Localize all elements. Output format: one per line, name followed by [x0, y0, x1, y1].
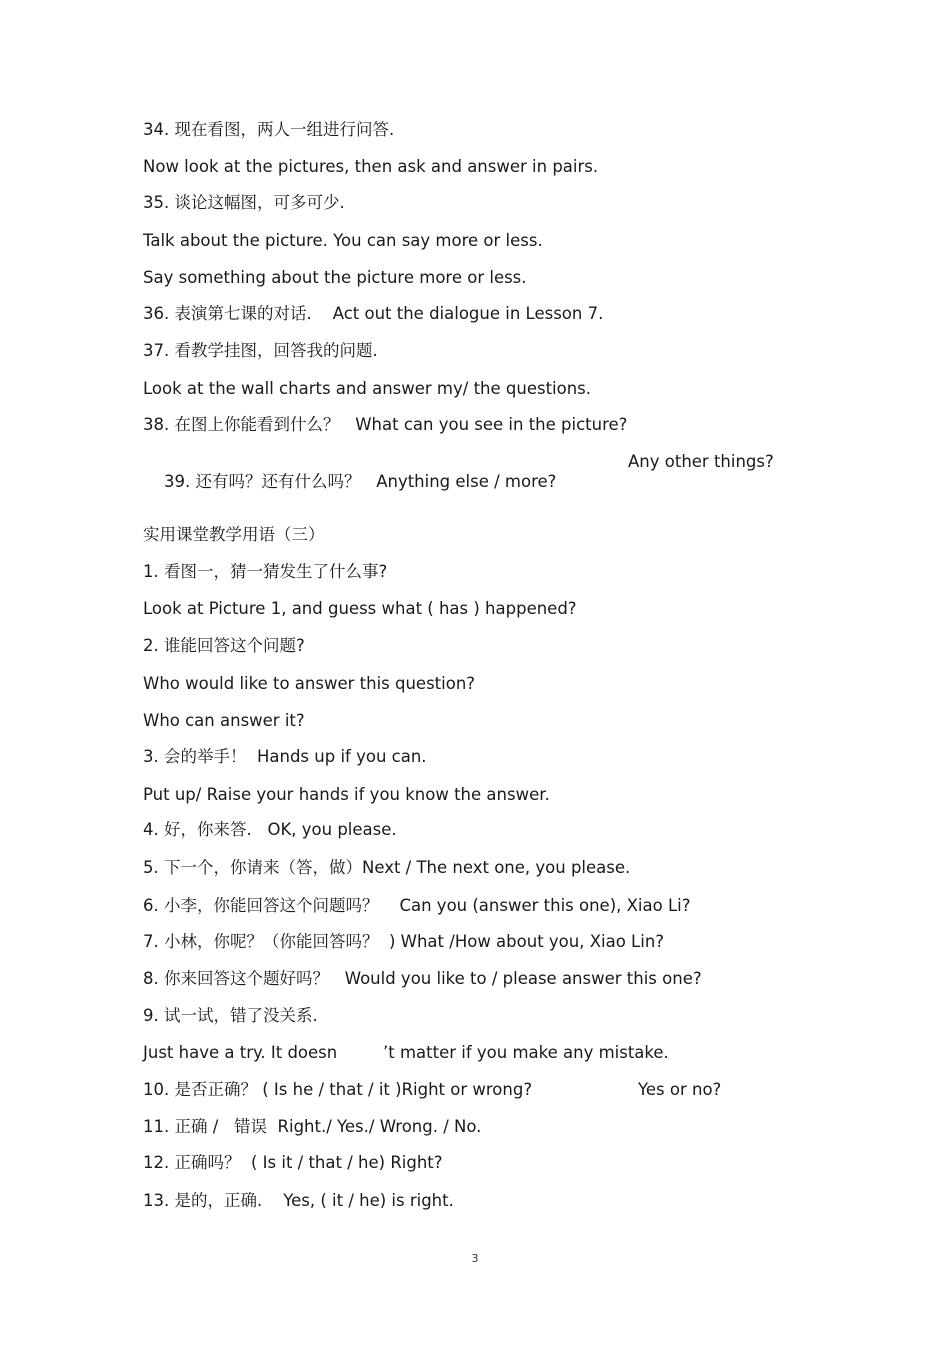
text-line: [143, 452, 556, 512]
section-heading: 实用课堂教学用语（三）: [143, 525, 325, 544]
text-line: 13. 是的，正确. Yes, ( it / he) is right.: [143, 1191, 454, 1210]
text-line: Talk about the picture. You can say more or less.: [143, 231, 543, 250]
text-line: Put up/ Raise your hands if you know the answer.: [143, 785, 550, 804]
text-line: 6. 小李，你能回答这个问题吗？ Can you (answer this one), Xiao Li?: [143, 896, 691, 915]
text-line: Just have a try. It doesn: [143, 1043, 338, 1062]
text-line: 7. 小林，你呢？（你能回答吗？ ) What /How about you, Xiao Lin?: [143, 932, 665, 951]
text-line: 1. 看图一，猜一猜发生了什么事?: [143, 562, 388, 581]
text-line: Look at the wall charts and answer my/ the questions.: [143, 379, 592, 398]
text-line: Who can answer it?: [143, 711, 305, 730]
text-line: Who would like to answer this question?: [143, 674, 476, 693]
text-line: 37. 看教学挂图，回答我的问题.: [143, 341, 378, 360]
text-line: 10. 是否正确？ ( Is he / that / it )Right or wrong?: [143, 1080, 533, 1099]
text-line: Now look at the pictures, then ask and answer in pairs.: [143, 157, 599, 176]
line-start: 39. 还有吗？还有什么吗？ Anything else / more?: [163, 472, 557, 491]
text-line: 35. 谈论这幅图，可多可少.: [143, 193, 345, 212]
line-tail: ’t matter if you make any mistake.: [383, 1043, 669, 1062]
text-line: 9. 试一试，错了没关系.: [143, 1006, 318, 1025]
text-line: 34. 现在看图，两人一组进行问答.: [143, 120, 395, 139]
text-line: 38. 在图上你能看到什么？ What can you see in the picture?: [143, 415, 628, 434]
text-line: 36. 表演第七课的对话. Act out the dialogue in Lesson 7.: [143, 304, 604, 323]
text-line: 2. 谁能回答这个问题?: [143, 636, 305, 655]
text-line: 8. 你来回答这个题好吗？ Would you like to / please answer this one?: [143, 969, 702, 988]
text-line: 4. 好，你来答. OK, you please.: [143, 820, 397, 839]
line-tail: Any other things?: [628, 452, 774, 471]
text-line: 5. 下一个，你请来（答，做）Next / The next one, you please.: [143, 858, 631, 877]
line-tail: Yes or no?: [638, 1080, 722, 1099]
page-number: 3: [471, 1252, 479, 1265]
text-line: 11. 正确 / 错误 Right./ Yes./ Wrong. / No.: [143, 1117, 482, 1136]
text-line: Say something about the picture more or less.: [143, 268, 527, 287]
text-line: 3. 会的举手！ Hands up if you can.: [143, 747, 427, 766]
text-line: Look at Picture 1, and guess what ( has ) happened?: [143, 599, 577, 618]
text-line: 12. 正确吗？ ( Is it / that / he) Right?: [143, 1153, 443, 1172]
